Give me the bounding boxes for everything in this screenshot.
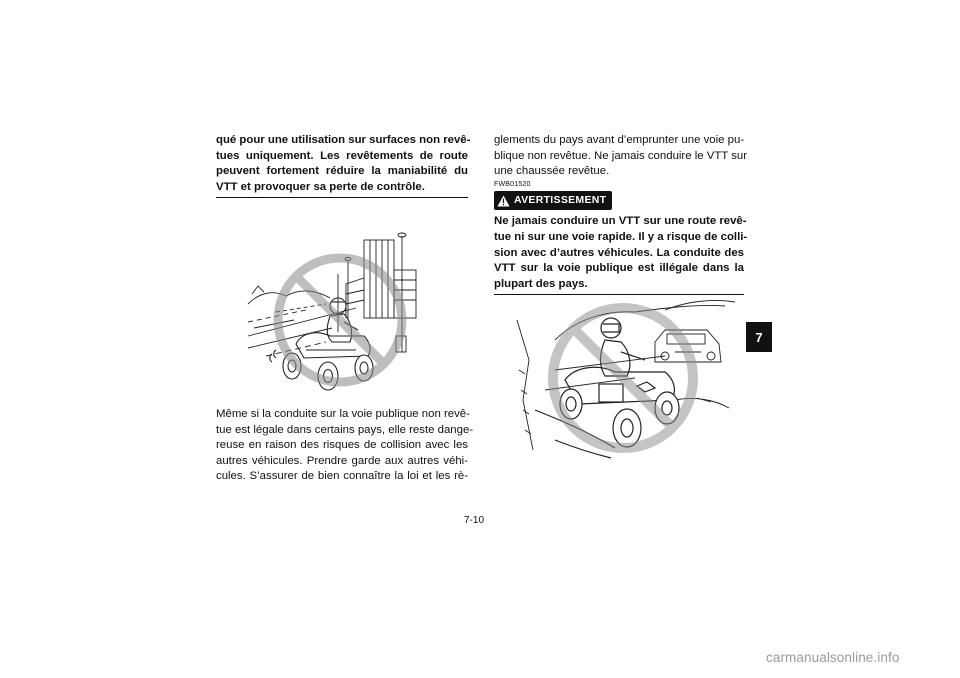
text-line: tues uniquement. Les revêtements de route — [216, 149, 468, 162]
right-column — [494, 133, 748, 295]
text-line: glements du pays avant d’emprunter une voie pu- — [494, 134, 745, 146]
text-line: une chaussée revêtue. — [494, 165, 610, 178]
prohibition-circle-icon — [278, 258, 402, 382]
warning-end-rule — [216, 197, 468, 198]
text-line: blique non revêtue. Ne jamais conduire le VTT sur — [494, 149, 748, 162]
text-line: VTT sur la voie publique est illégale dans la — [494, 262, 744, 275]
text-line: tue est légale dans certains pays, elle reste dange- — [216, 423, 474, 436]
right-body-text — [494, 133, 748, 180]
watermark: carmanualsonline.info — [766, 650, 900, 665]
text-line: peuvent fortement réduire la maniabilité du — [216, 165, 468, 178]
warning-code: FWB01520 — [494, 180, 531, 188]
text-line: sion avec d’autres véhicules. La conduite des — [494, 246, 744, 259]
city-background — [248, 233, 416, 356]
illustration-atv-public-road — [515, 300, 737, 462]
text-line: tue ni sur une voie rapide. Il y a risque de colli- — [494, 230, 748, 243]
text-line: reuse en raison des risques de collision avec les — [216, 439, 468, 452]
illustration-atv-paved-road — [246, 232, 422, 392]
warning-triangle-icon — [497, 195, 510, 207]
left-column — [216, 133, 471, 198]
text-line: VTT et provoquer sa perte de contrôle. — [216, 180, 425, 193]
text-line: Même si la conduite sur la voie publique non revê- — [216, 408, 470, 420]
warning-label: AVERTISSEMENT — [514, 193, 607, 206]
warning-text — [494, 214, 748, 292]
text-line: Ne jamais conduire un VTT sur une route revê- — [494, 215, 747, 228]
warning-continued-text — [216, 133, 471, 195]
text-line: plupart des pays. — [494, 277, 588, 290]
warning-banner — [494, 191, 612, 211]
chapter-tab: 7 — [746, 322, 772, 352]
text-line: autres véhicules. Prendre garde aux autres véhi- — [216, 454, 468, 467]
page-number: 7-10 — [464, 515, 485, 526]
text-line: cules. S’assurer de bien connaître la loi et les rè- — [216, 470, 468, 483]
left-body-text — [216, 407, 474, 485]
warning-end-rule — [494, 294, 744, 295]
text-line: qué pour une utilisation sur surfaces non revê- — [216, 134, 471, 146]
